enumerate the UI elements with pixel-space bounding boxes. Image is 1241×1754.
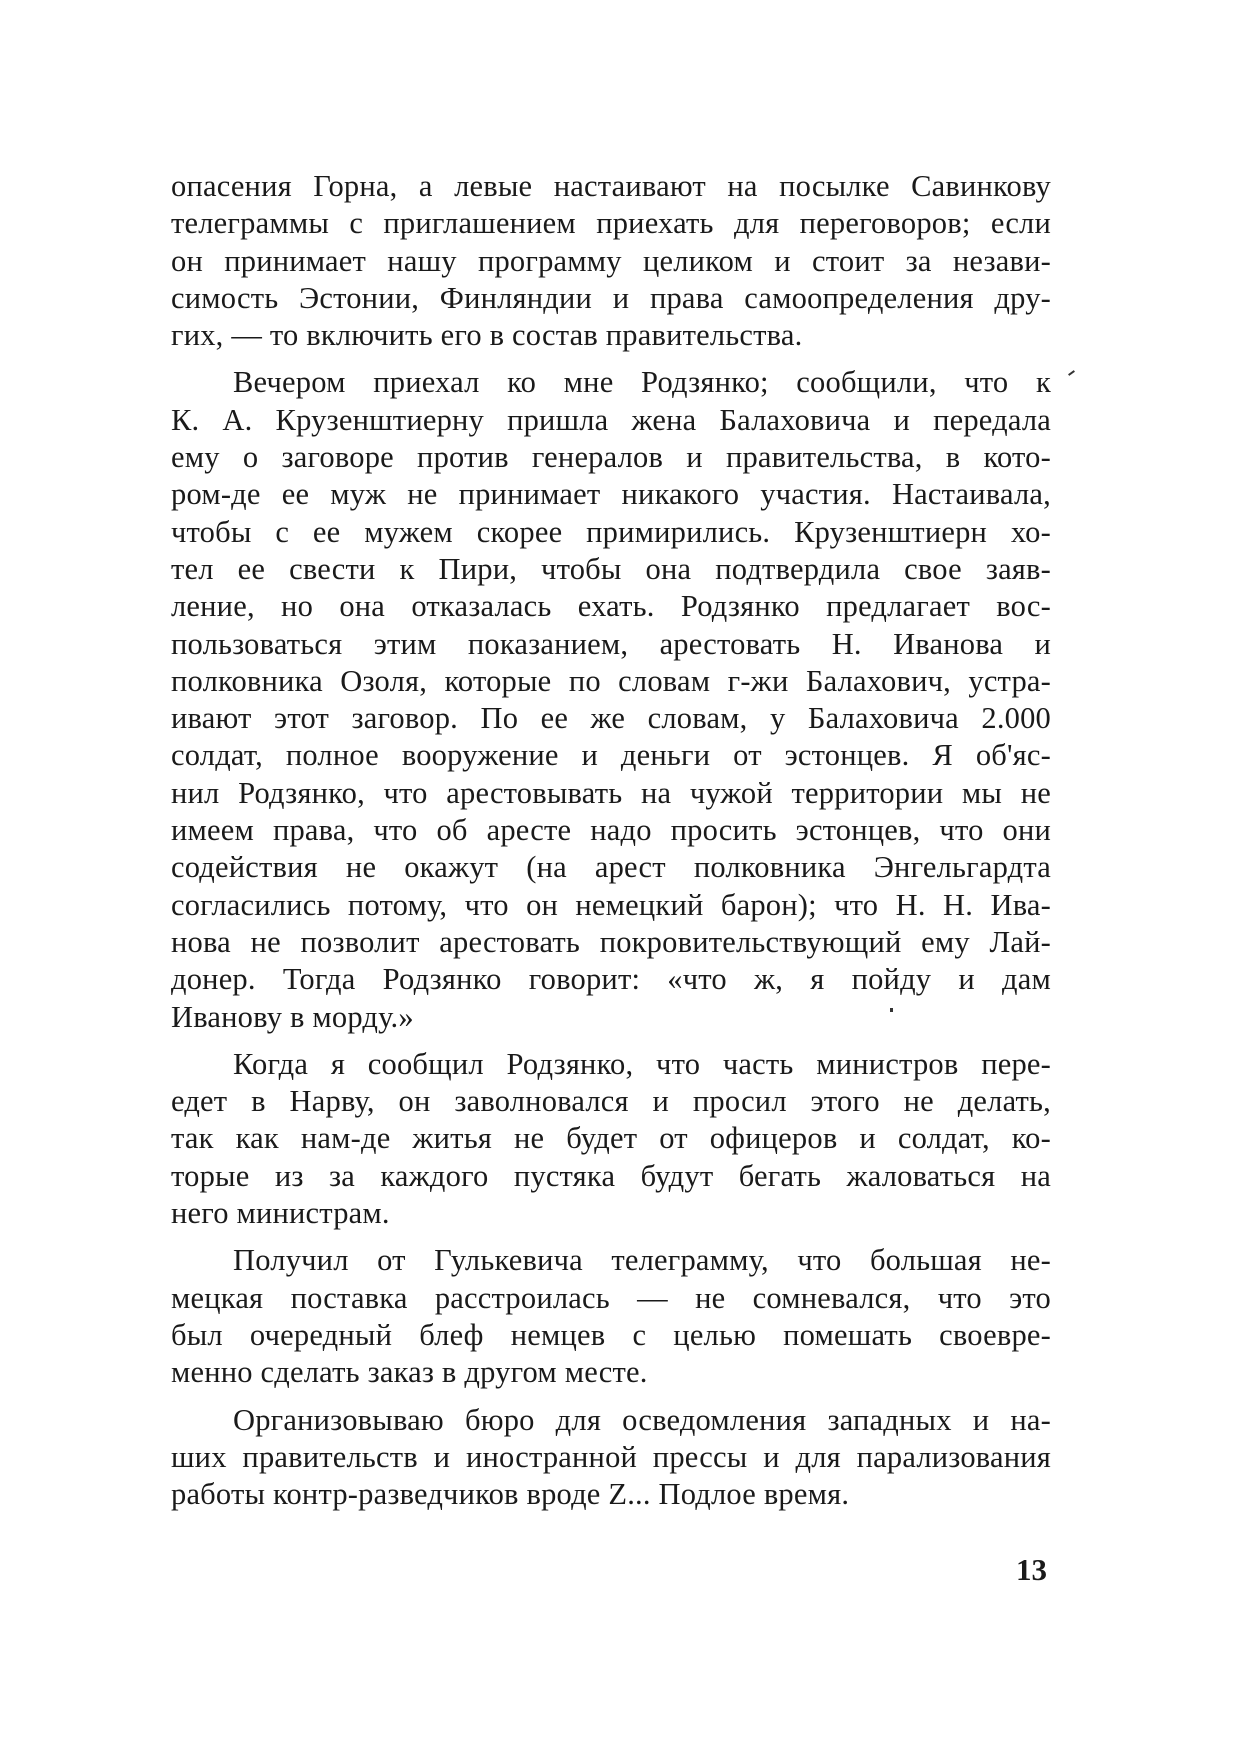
text-line: чтобы с ее мужем скорее примирились. Крузенштиерн хо- xyxy=(171,514,1051,549)
text-line: тел ее свести к Пири, чтобы она подтвердила свое заяв- xyxy=(171,551,1051,586)
text-line: Когда я сообщил Родзянко, что часть министров пере- xyxy=(233,1046,1051,1081)
text-line: телеграммы с приглашением приехать для переговоров; если xyxy=(171,206,1051,241)
text-line: полковника Озоля, которые по словам г-жи Балахович, устра- xyxy=(171,663,1051,698)
text-line: гих, — то включить его в состав правительства. xyxy=(171,318,803,353)
print-speck xyxy=(1068,370,1075,376)
print-speck xyxy=(890,1008,893,1012)
text-line: работы контр-разведчиков вроде Z... Подлое время. xyxy=(171,1477,850,1512)
paragraph-gap xyxy=(171,354,1051,364)
text-line: опасения Горна, а левые настаивают на посылке Савинкову xyxy=(171,169,1051,203)
paragraph xyxy=(171,1402,1051,1514)
text-line: пользоваться этим показанием, арестовать Н. Иванова и xyxy=(171,626,1051,661)
text-line: симость Эстонии, Финляндии и права самоопределения дру- xyxy=(171,280,1051,315)
text-line: он принимает нашу программу целиком и стоит за незави- xyxy=(171,243,1051,278)
page-number: 13 xyxy=(1016,1552,1047,1587)
text-line: Иванову в морду.» xyxy=(171,999,414,1034)
text-line: содействия не окажут (на арест полковника Энгельгардта xyxy=(171,850,1051,885)
body-text xyxy=(171,168,1051,1513)
paragraph-gap xyxy=(171,1036,1051,1046)
text-line: солдат, полное вооружение и деньги от эстонцев. Я об'яс- xyxy=(171,738,1051,773)
text-line: ивают этот заговор. По ее же словам, у Балаховича 2.000 xyxy=(171,701,1051,736)
paragraph xyxy=(171,1242,1051,1391)
text-line: едет в Нарву, он заволновался и просил этого не делать, xyxy=(171,1084,1051,1119)
paragraph xyxy=(171,1046,1051,1232)
text-line: мецкая поставка расстроилась — не сомневался, что это xyxy=(171,1280,1051,1315)
text-line: так как нам-де житья не будет от офицеров и солдат, ко- xyxy=(171,1121,1051,1156)
text-line: К. А. Крузенштиерну пришла жена Балаховича и передала xyxy=(171,402,1051,437)
paragraph xyxy=(171,364,1051,1035)
text-line: Вечером приехал ко мне Родзянко; сообщили, что к xyxy=(233,365,1051,400)
text-line: согласились потому, что он немецкий барон); что Н. Н. Ива- xyxy=(171,887,1051,922)
paragraph-gap xyxy=(171,1392,1051,1402)
text-line: менно сделать заказ в другом месте. xyxy=(171,1355,648,1390)
text-line: него министрам. xyxy=(171,1196,390,1231)
text-line: Получил от Гулькевича телеграмму, что большая не- xyxy=(233,1243,1051,1278)
text-line: ему о заговоре против генералов и правительства, в кото- xyxy=(171,440,1051,475)
text-line: был очередный блеф немцев с целью помешать своевре- xyxy=(171,1317,1051,1352)
text-line: нова не позволит арестовать покровительствующий ему Лай- xyxy=(171,924,1051,959)
text-line: ших правительств и иностранной прессы и для парализования xyxy=(171,1439,1051,1474)
paragraph-gap xyxy=(171,1232,1051,1242)
text-line: торые из за каждого пустяка будут бегать жаловаться на xyxy=(171,1158,1051,1193)
text-line: ром-де ее муж не принимает никакого участия. Настаивала, xyxy=(171,477,1051,512)
text-line: ление, но она отказалась ехать. Родзянко предлагает вос- xyxy=(171,589,1051,624)
text-line: донер. Тогда Родзянко говорит: «что ж, я пойду и дам xyxy=(171,962,1051,997)
text-line: Организовываю бюро для осведомления западных и на- xyxy=(233,1402,1051,1437)
paragraph xyxy=(171,168,1051,354)
text-line: имеем права, что об аресте надо просить эстонцев, что они xyxy=(171,813,1051,848)
text-line: нил Родзянко, что арестовывать на чужой территории мы не xyxy=(171,775,1051,810)
